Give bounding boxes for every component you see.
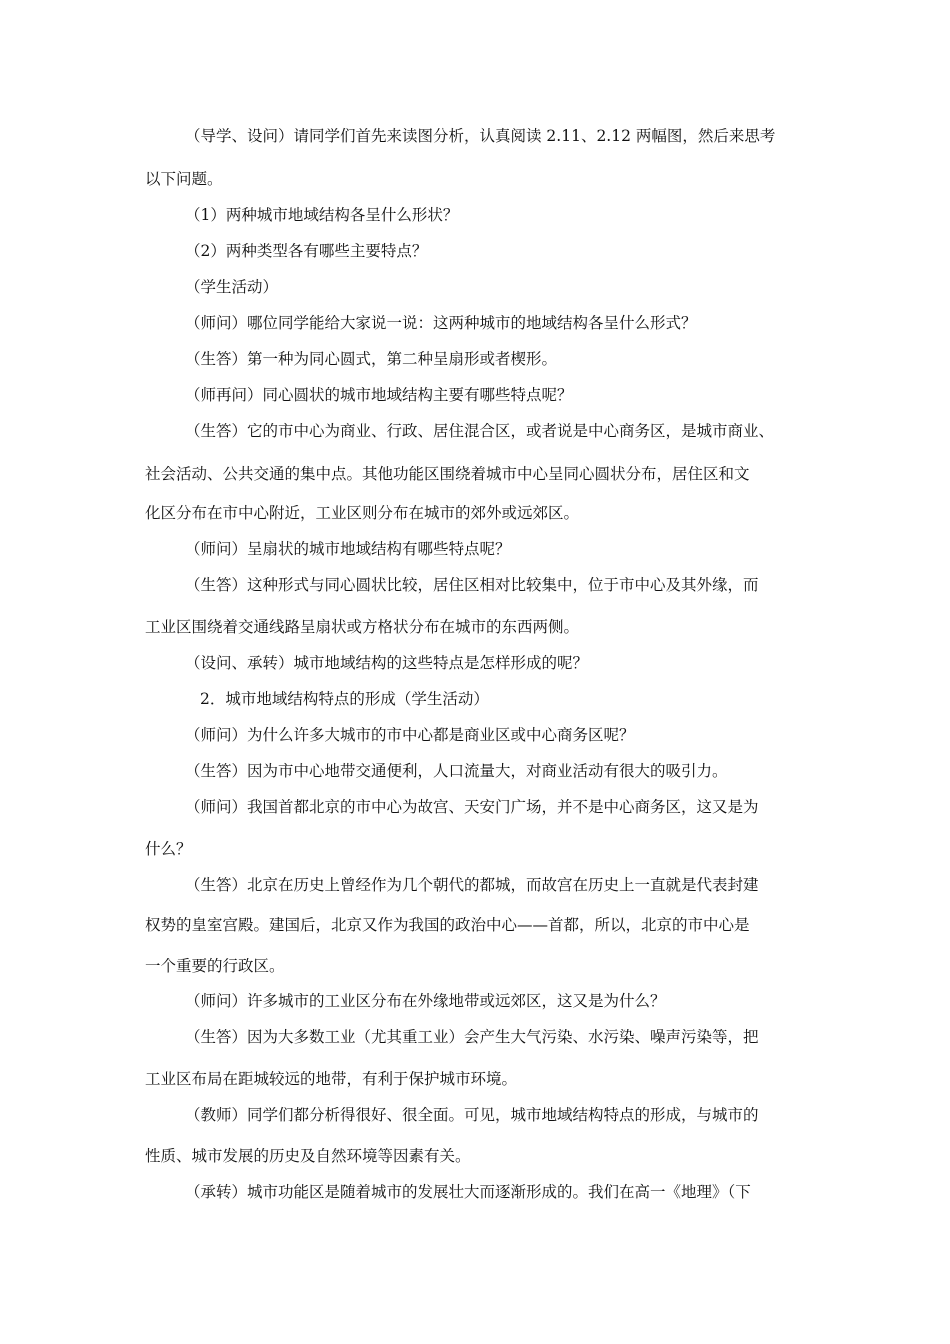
student-answer-2-line-3: 化区分布在市中心附近，工业区则分布在城市的郊外或远郊区。	[145, 504, 580, 522]
teacher-question-1: （师问）哪位同学能给大家说一说：这两种城市的地域结构各呈什么形式？	[185, 314, 697, 332]
paragraph-1-line-2: 以下问题。	[145, 170, 223, 188]
question-1: （1）两种城市地域结构各呈什么形状？	[185, 206, 459, 224]
student-answer-1: （生答）第一种为同心圆式，第二种呈扇形或者楔形。	[185, 350, 558, 368]
paragraph-1-line-1: （导学、设问）请同学们首先来读图分析，认真阅读 2.11、2.12 两幅图，然后来思考	[185, 127, 776, 145]
student-activity: （学生活动）	[185, 278, 279, 296]
student-answer-2-line-1: （生答）它的市中心为商业、行政、居住混合区，或者说是中心商务区，是城市商业、	[185, 422, 775, 440]
student-answer-6-line-1: （生答）因为大多数工业（尤其重工业）会产生大气污染、水污染、噪声污染等，把	[185, 1028, 759, 1046]
teacher-summary-line-1: （教师）同学们都分析得很好、很全面。可见，城市地域结构特点的形成，与城市的	[185, 1106, 759, 1124]
student-answer-5-line-2: 权势的皇室宫殿。建国后，北京又作为我国的政治中心——首都，所以，北京的市中心是	[145, 916, 750, 934]
teacher-question-3: （师问）呈扇状的城市地域结构有哪些特点呢？	[185, 540, 511, 558]
student-answer-5-line-1: （生答）北京在历史上曾经作为几个朝代的都城，而故宫在历史上一直就是代表封建	[185, 876, 759, 894]
student-answer-3-line-1: （生答）这种形式与同心圆状比较，居住区相对比较集中，位于市中心及其外缘，而	[185, 576, 759, 594]
section-heading: 2．城市地域结构特点的形成（学生活动）	[200, 690, 489, 708]
teacher-question-6: （师问）许多城市的工业区分布在外缘地带或远郊区，这又是为什么？	[185, 992, 666, 1010]
student-answer-6-line-2: 工业区布局在距城较远的地带，有利于保护城市环境。	[145, 1070, 518, 1088]
teacher-question-5-line-2: 什么？	[145, 840, 192, 858]
student-answer-4: （生答）因为市中心地带交通便利，人口流量大，对商业活动有很大的吸引力。	[185, 762, 728, 780]
teacher-question-5-line-1: （师问）我国首都北京的市中心为故宫、天安门广场，并不是中心商务区，这又是为	[185, 798, 759, 816]
student-answer-2-line-2: 社会活动、公共交通的集中点。其他功能区围绕着城市中心呈同心圆状分布，居住区和文	[145, 465, 750, 483]
student-answer-3-line-2: 工业区围绕着交通线路呈扇状或方格状分布在城市的东西两侧。	[145, 618, 580, 636]
transition-question: （设问、承转）城市地域结构的这些特点是怎样形成的呢？	[185, 654, 589, 672]
teacher-question-2: （师再问）同心圆状的城市地域结构主要有哪些特点呢？	[185, 386, 573, 404]
teacher-summary-line-2: 性质、城市发展的历史及自然环境等因素有关。	[145, 1147, 471, 1165]
teacher-question-4: （师问）为什么许多大城市的市中心都是商业区或中心商务区呢？	[185, 726, 635, 744]
question-2: （2）两种类型各有哪些主要特点？	[185, 242, 428, 260]
student-answer-5-line-3: 一个重要的行政区。	[145, 957, 285, 975]
transition-statement: （承转）城市功能区是随着城市的发展壮大而逐渐形成的。我们在高一《地理》（下	[185, 1183, 751, 1201]
